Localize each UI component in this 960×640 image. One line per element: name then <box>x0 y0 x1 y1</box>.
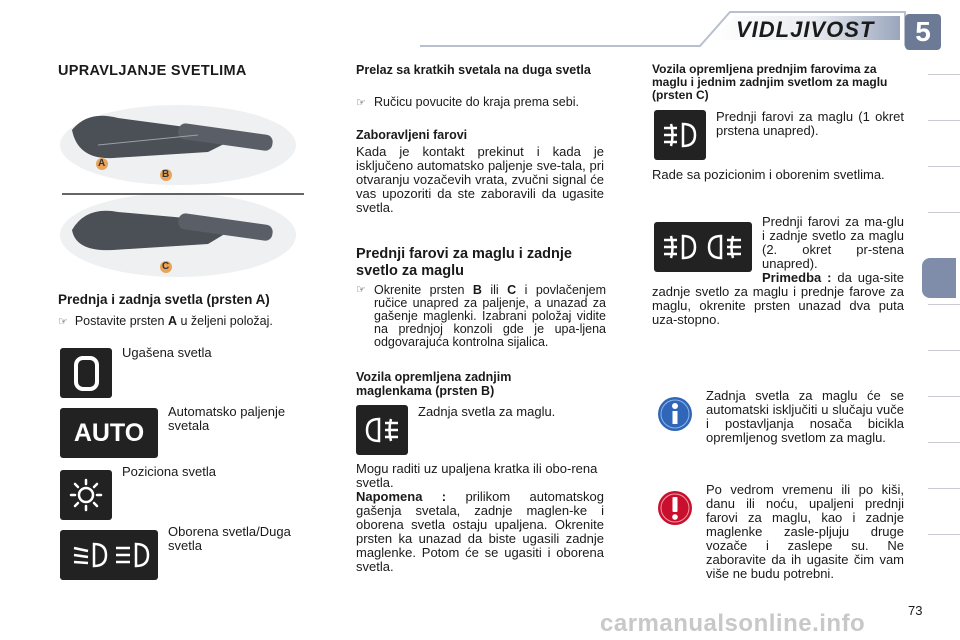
para-front-fog: Rade sa pozicionim i oborenim svetlima. <box>652 167 885 182</box>
chapter-tab-active[interactable] <box>922 258 956 298</box>
item-text: Ugašena svetla <box>122 345 212 360</box>
note-label: Napomena : <box>356 489 447 504</box>
chapter-tab[interactable] <box>928 74 960 121</box>
front-and-rear-fog-icon <box>654 222 752 272</box>
off-icon <box>60 348 112 398</box>
front-fog-icon <box>654 110 706 160</box>
note-auto-off <box>356 490 604 574</box>
bullet-pull-stalk <box>356 96 606 110</box>
chapter-tab[interactable] <box>928 166 960 213</box>
pointer-icon: ☞ <box>58 316 68 328</box>
page-number: 73 <box>908 603 923 618</box>
note-text: prilikom automatskog gašenja svetala, zadnje maglen-ke i oborena svetla ostaju upaljena. Okrenite prsten ka unazad da biste ugasili zadnje maglenke. Potom će se ugasiti i oborena svetla. <box>356 489 604 574</box>
ring-key: B <box>472 283 482 297</box>
chapter-number: 5 <box>915 16 931 47</box>
bullet-text: u željeni položaj. <box>176 314 273 328</box>
dipped-main-beam-icon <box>60 530 158 580</box>
watermark-text: carmanualsonline.info <box>600 610 866 637</box>
primedba-text: da uga-site zadnje svetlo za maglu i prednje farove za maglu, okrenite prsten unazad dva puta uza-stopno. <box>652 270 905 327</box>
item-text: Oborena svetla/Duga svetla <box>168 524 291 553</box>
bullet-turn-ring <box>356 284 606 349</box>
item-text: Poziciona svetla <box>122 464 216 479</box>
subheading: Prednja i zadnja svetla (prsten A) <box>58 292 270 307</box>
chapter-tab[interactable] <box>928 350 960 397</box>
heading-forgotten-lights: Zaboravljeni farovi <box>356 128 468 142</box>
position-lights-icon <box>60 470 112 520</box>
bullet-text: Ručicu povucite do kraja prema sebi. <box>374 95 579 109</box>
page-title: VIDLJIVOST <box>736 17 875 42</box>
warning-paragraph: Po vedrom vremenu ili po kiši, danu ili noću, upaljeni prednji farovi za maglu, kao i zadnje maglenke zasle-pljuju druge vozače i zaslepe su. Ne zaboravite da ih ugasite čim vam više ne budu potrebni. <box>706 482 904 581</box>
heading-rear-fog: Vozila opremljena zadnjim maglenkama (prsten B) <box>356 370 512 398</box>
chapter-tab[interactable] <box>928 396 960 443</box>
chapter-tab[interactable] <box>928 212 960 259</box>
chapter-tab[interactable] <box>928 488 960 535</box>
both-fog-text: Prednji farovi za ma-glu i zadnje svetlo za maglu (2. okret pr-stena unapred). <box>762 214 904 271</box>
chapter-tab[interactable] <box>928 304 960 351</box>
heading-front-rear-fog: Vozila opremljena prednjim farovima za maglu i jednim zadnjim svetlom za maglu (prsten C) <box>652 62 888 102</box>
section-heading: UPRAVLJANJE SVETLIMA <box>58 63 247 79</box>
bullet-text: Postavite prsten <box>74 314 165 328</box>
heading-fog-lights: Prednji farovi za maglu i zadnje svetlo za maglu <box>356 246 572 279</box>
ring-key: A <box>167 314 177 328</box>
rear-fog-icon <box>356 405 408 455</box>
bullet-text: i povlačenjem ručice unapred za paljenje, a unazad za gašenje maglenki. Izabrani položaj vidite na prednjoj konzoli gde je upa-ljena odgovarajuća kontrolna sijalica. <box>374 283 606 349</box>
bullet-text: Okrenite prsten <box>374 283 473 297</box>
label-a: A <box>98 158 106 169</box>
chapter-tab[interactable] <box>928 442 960 489</box>
primedba-note <box>652 271 904 327</box>
chapter-tab[interactable] <box>928 120 960 167</box>
pointer-icon: ☞ <box>356 97 366 109</box>
info-text: Zadnja svetla za maglu će se automatski isključiti u slučaju vuče i postavljanja nosača bicikla opremljenog svetlom za maglu. <box>706 388 904 445</box>
auto-icon <box>60 408 158 458</box>
info-icon <box>656 395 694 433</box>
ring-key: C <box>507 283 517 297</box>
label-b: B <box>162 169 170 180</box>
bullet-text: ili <box>481 283 508 297</box>
item-text: Automatsko paljenje svetala <box>168 404 286 433</box>
auto-icon-label: AUTO <box>73 418 145 447</box>
warning-text <box>652 483 904 581</box>
bullet-ring-a <box>58 315 318 329</box>
light-stalk-illustration <box>58 100 304 280</box>
front-fog-text: Prednji farovi za maglu (1 okret prstena unapred). <box>716 109 904 138</box>
para-forgotten-lights: Kada je kontakt prekinut i kada je isključeno automatsko paljenje sve-tala, pri otvaranju vozačevih vrata, zvučni signal će vas upozoriti da ste zaboravili da ugasite svetla. <box>356 144 604 215</box>
para-rear-fog: Mogu raditi uz upaljena kratka ili obo-rena svetla. <box>356 461 598 490</box>
primedba-label: Primedba : <box>762 270 832 285</box>
label-c: C <box>162 261 170 272</box>
chapter-tab[interactable] <box>928 534 960 581</box>
rear-fog-text: Zadnja svetla za maglu. <box>418 404 556 419</box>
pointer-icon: ☞ <box>356 284 366 296</box>
heading-high-beam: Prelaz sa kratkih svetala na duga svetla <box>356 63 591 77</box>
